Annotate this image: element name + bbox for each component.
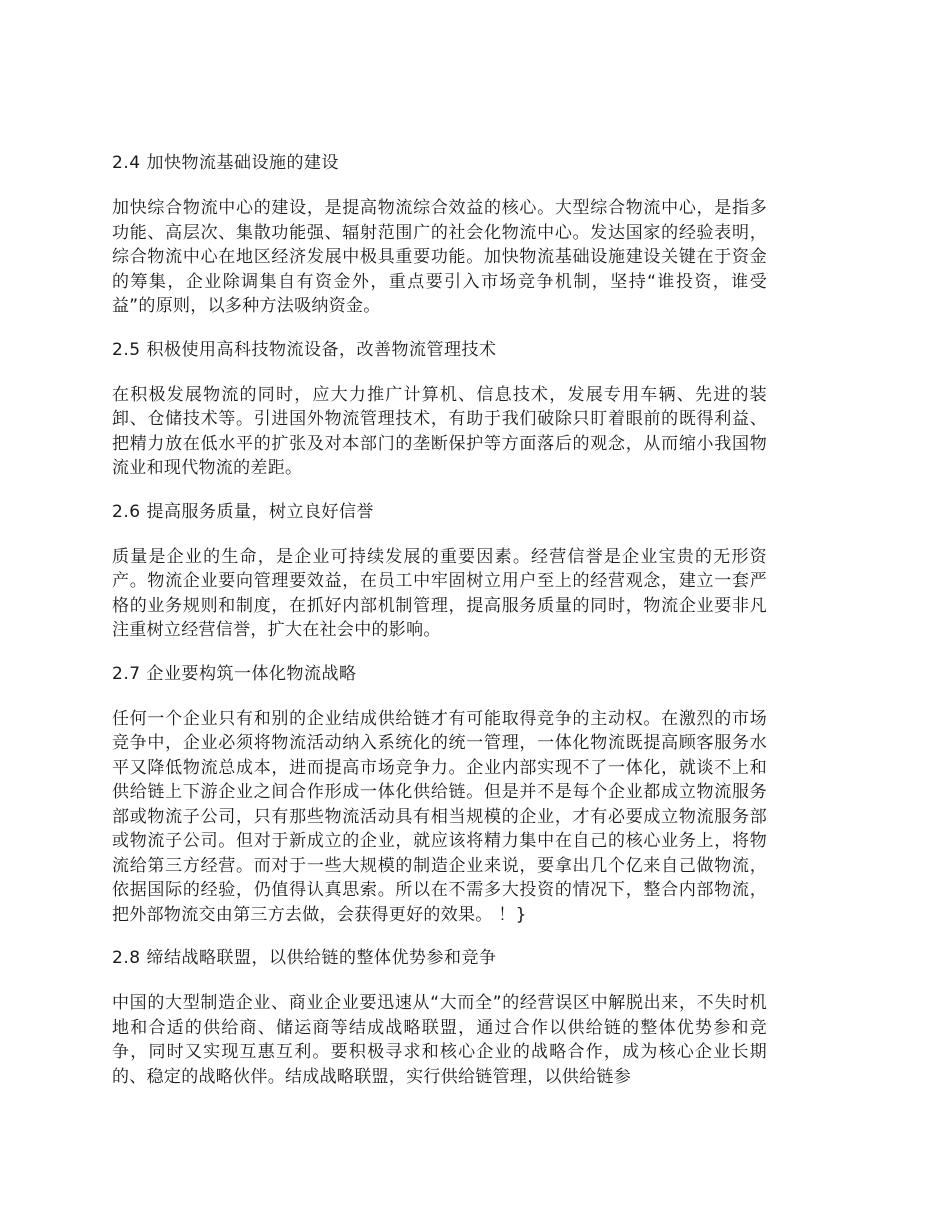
section-2-7: [112, 661, 767, 928]
document-body: [112, 150, 767, 1107]
section-heading: 2.5 积极使用高科技物流设备，改善物流管理技术: [112, 339, 497, 360]
section-2-8: [112, 945, 767, 1089]
section-heading: 2.4 加快物流基础设施的建设: [112, 153, 339, 173]
section-paragraph: 加快综合物流中心的建设，是提高物流综合效益的核心。大型综合物流中心，是指多功能、高层次、集散功能强、辐射范围广的社会化物流中心。发达国家的经验表明，综合物流中心在地区经济发展中极具重要功能。加快物流基础设施建设关键在于资金的筹集，企业除调集自有资金外，重点要引入市场竞争机制，坚持“谁投资，谁受益”的原则，以多种方法吸纳资金。: [112, 198, 767, 316]
section-paragraph: 中国的大型制造企业、商业企业要迅速从“大而全”的经营误区中解脱出来，不失时机地和合适的供给商、储运商等结成战略联盟，通过合作以供给链的整体优势参和竞争，同时又实现互惠互利。要积极寻求和核心企业的战略合作，成为核心企业长期的、稳定的战略伙伴。结成战略联盟，实行供给链管理，以供给链参: [112, 993, 767, 1087]
section-2-5: [112, 337, 767, 481]
section-2-4: [112, 150, 767, 319]
section-paragraph: 任何一个企业只有和别的企业结成供给链才有可能取得竞争的主动权。在激烈的市场竞争中，企业必须将物流活动纳入系统化的统一管理，一体化物流既提高顾客服务水平又降低物流总成本，进而提高市场竞争力。企业内部实现不了一体化，就谈不上和供给链上下游企业之间合作形成一体化供给链。但是并不是每个企业都成立物流服务部或物流子公司，只有那些物流活动具有相当规模的企业，才有必要成立物流服务部或物流子公司。但对于新成立的企业，就应该将精力集中在自己的核心业务上，将物流给第三方经营。而对于一些大规模的制造企业来说，要拿出几个亿来自己做物流，依据国际的经验，仍值得认真思索。所以在不需多大投资的情况下，整合内部物流，把外部物流交由第三方去做，会获得更好的效果。 ！}: [112, 708, 767, 925]
section-2-6: [112, 499, 767, 643]
section-heading: 2.8 缔结战略联盟，以供给链的整体优势参和竞争: [112, 948, 497, 968]
section-paragraph: 质量是企业的生命，是企业可持续发展的重要因素。经营信誉是企业宝贵的无形资产。物流企业要向管理要效益，在员工中牢固树立用户至上的经营观念，建立一套严格的业务规则和制度，在抓好内部机制管理，提高服务质量的同时，物流企业要非凡注重树立经营信誉，扩大在社会中的影响。: [112, 546, 767, 640]
section-heading: 2.7 企业要构筑一体化物流战略: [112, 663, 357, 684]
section-heading: 2.6 提高服务质量，树立良好信誉: [112, 501, 374, 522]
section-paragraph: 在积极发展物流的同时，应大力推广计算机、信息技术，发展专用车辆、先进的装卸、仓储技术等。引进国外物流管理技术，有助于我们破除只盯着眼前的既得利益、把精力放在低水平的扩张及对本部门的垄断保护等方面落后的观念，从而缩小我国物流业和现代物流的差距。: [112, 384, 767, 478]
